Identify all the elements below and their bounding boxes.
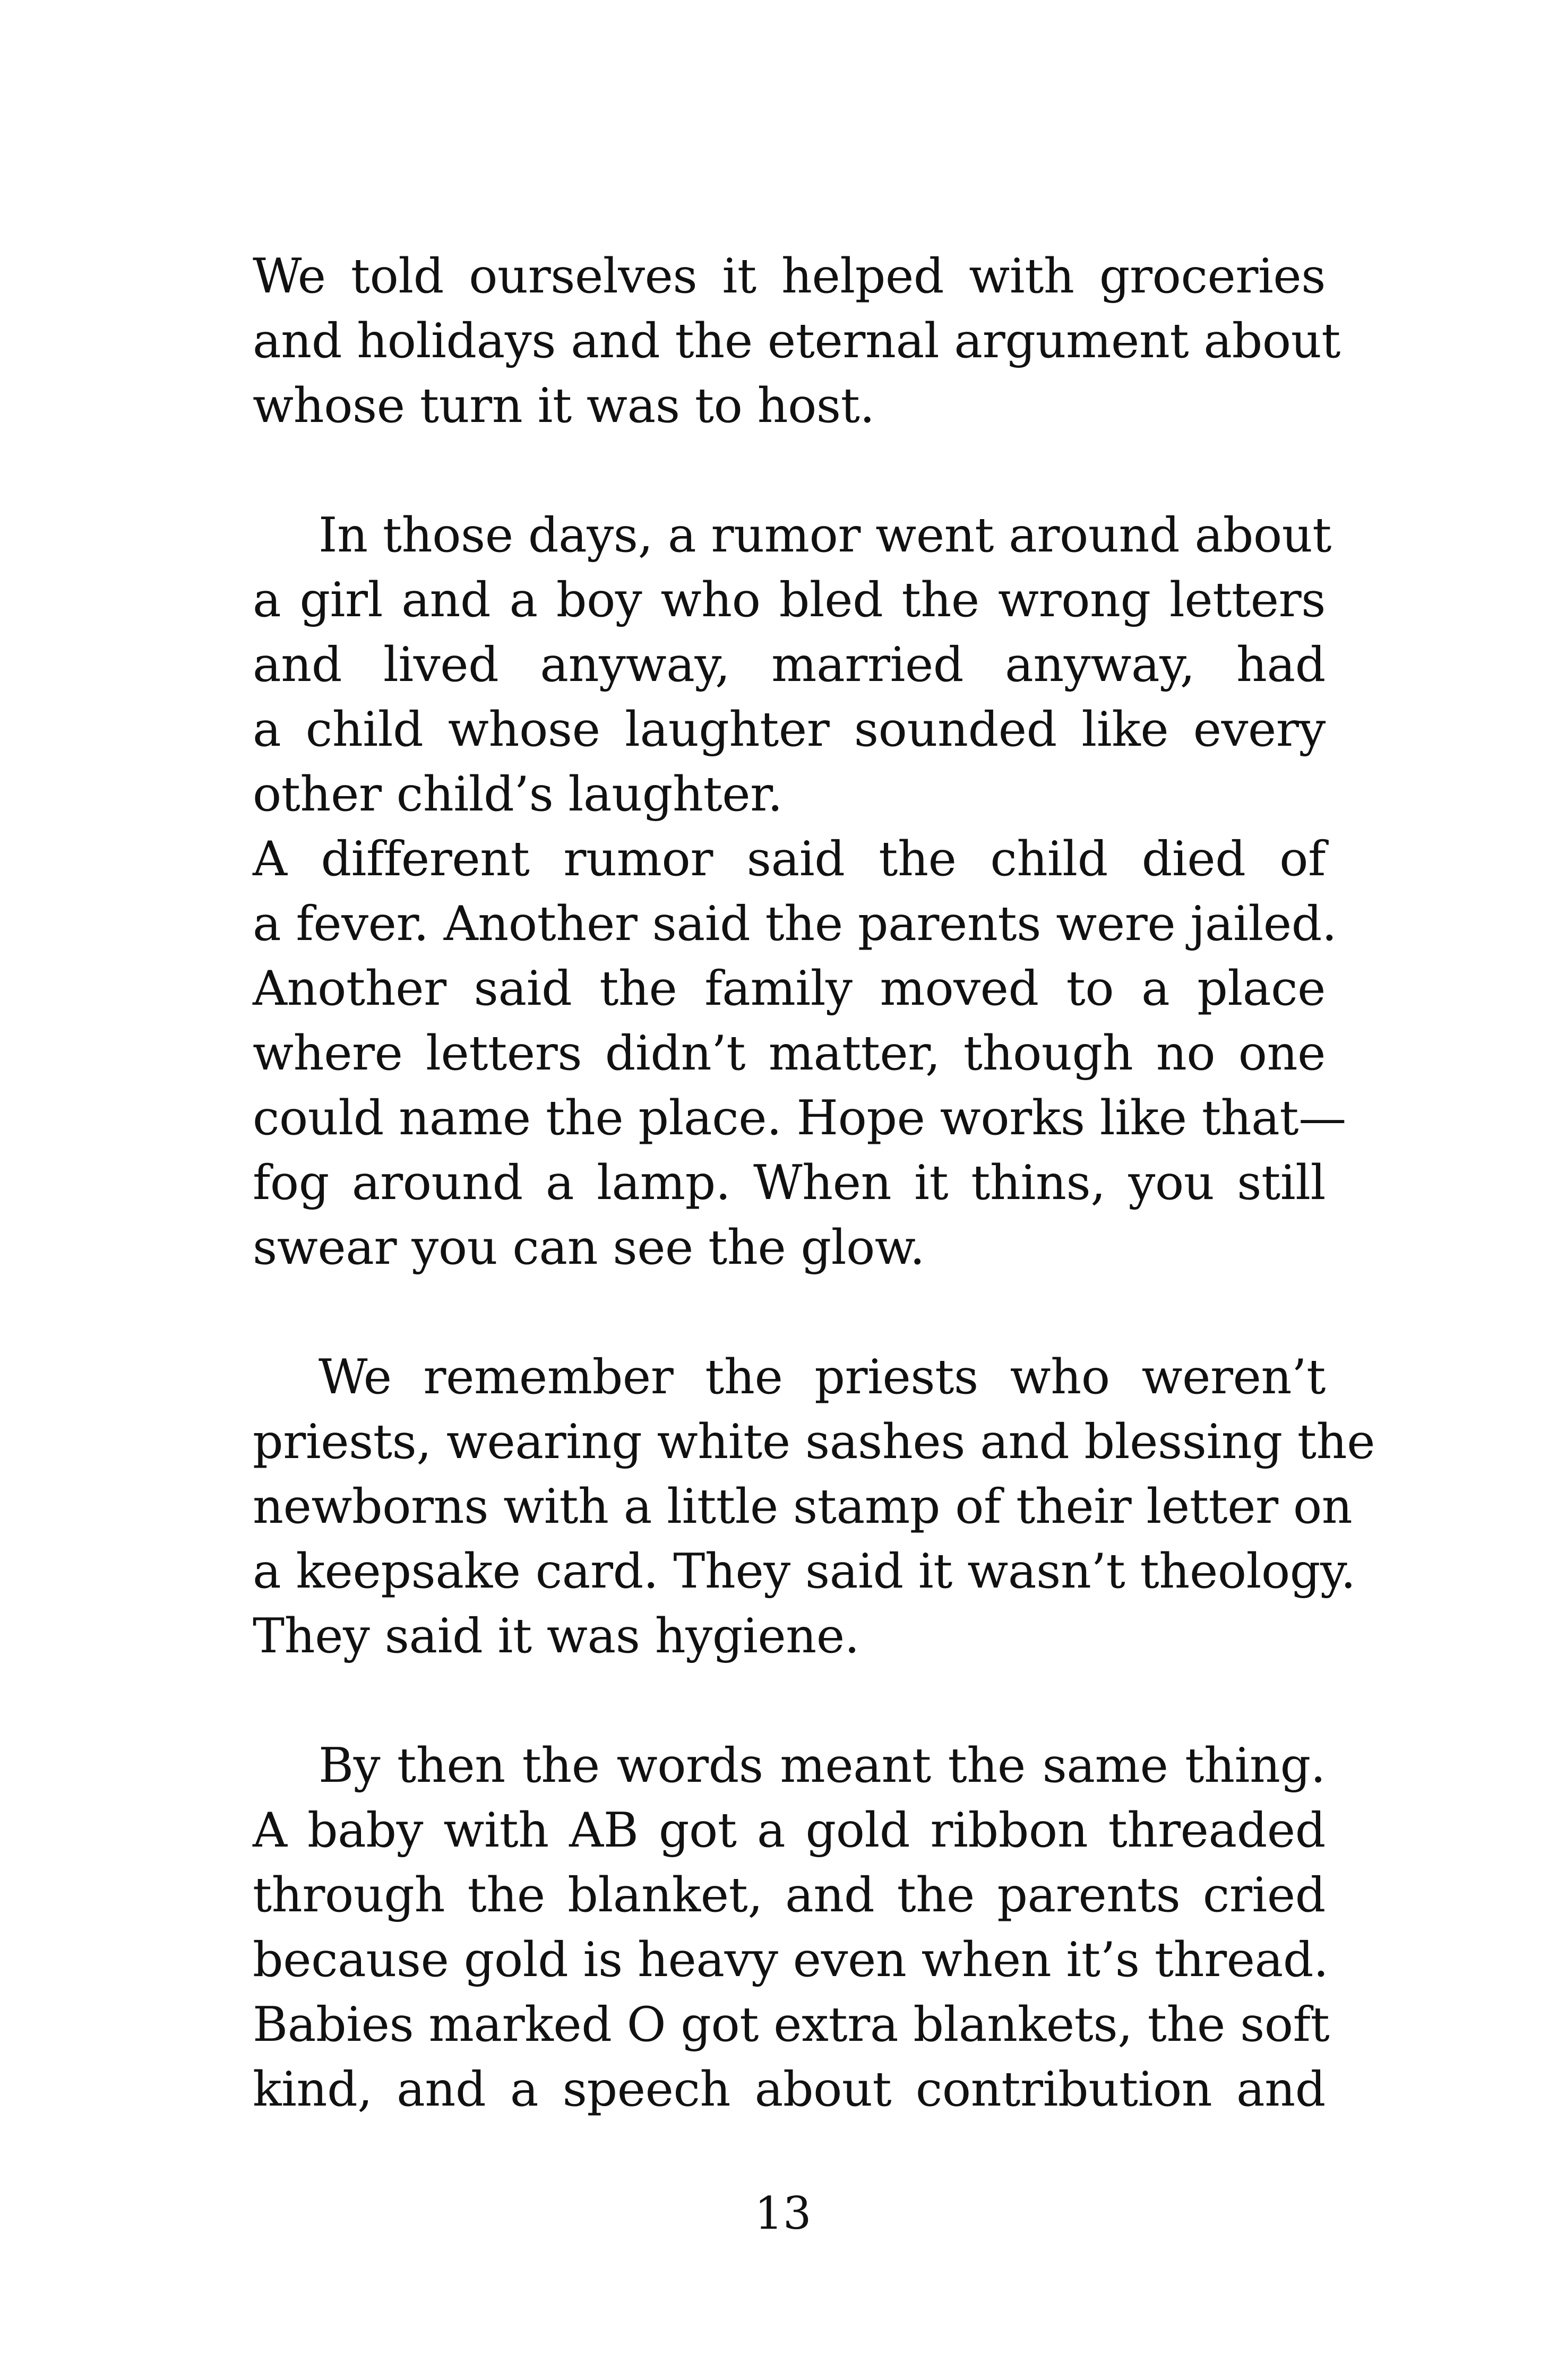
text-line: By then the words meant the same thing. <box>319 1738 1326 1793</box>
page-body <box>253 244 1375 2122</box>
text-line: fog around a lamp. When it thins, you still <box>253 1155 1326 1211</box>
paragraph <box>253 827 1346 1280</box>
text-line: Babies marked O got extra blankets, the soft <box>253 1997 1330 2053</box>
text-line: A different rumor said the child died of <box>253 831 1326 887</box>
paragraph <box>253 1345 1375 1669</box>
text-line: kind, and a speech about contribution and <box>253 2062 1326 2117</box>
text-line: We remember the priests who weren’t <box>319 1349 1326 1405</box>
paragraph <box>253 244 1341 438</box>
page-number: 13 <box>754 2187 812 2239</box>
text-line: priests, wearing white sashes and blessing the <box>253 1414 1375 1470</box>
paragraph <box>253 503 1332 827</box>
paragraph-gap <box>253 1280 1326 1345</box>
text-line: a girl and a boy who bled the wrong letters <box>253 572 1326 628</box>
text-line: whose turn it was to host. <box>253 378 875 434</box>
text-line: and holidays and the eternal argument about <box>253 313 1341 369</box>
text-line: through the blanket, and the parents cried <box>253 1867 1326 1923</box>
text-line: A baby with AB got a gold ribbon threaded <box>253 1803 1326 1858</box>
text-line: a fever. Another said the parents were jailed. <box>253 896 1337 952</box>
text-line: Another said the family moved to a place <box>253 961 1326 1016</box>
text-line: because gold is heavy even when it’s thread. <box>253 1932 1329 1988</box>
text-line: They said it was hygiene. <box>253 1608 859 1664</box>
paragraph <box>253 1734 1330 2122</box>
text-line: other child’s laughter. <box>253 766 783 822</box>
text-line: and lived anyway, married anyway, had <box>253 637 1326 693</box>
text-line: a child whose laughter sounded like every <box>253 702 1326 757</box>
text-line: newborns with a little stamp of their letter on <box>253 1479 1353 1534</box>
text-line: We told ourselves it helped with groceries <box>253 248 1326 304</box>
text-line: where letters didn’t matter, though no one <box>253 1025 1326 1081</box>
text-line: a keepsake card. They said it wasn’t theology. <box>253 1543 1356 1599</box>
text-line: swear you can see the glow. <box>253 1220 925 1275</box>
paragraph-gap <box>253 438 1326 503</box>
text-line: In those days, a rumor went around about <box>319 507 1332 563</box>
paragraph-gap <box>253 1669 1326 1734</box>
text-line: could name the place. Hope works like that— <box>253 1090 1346 1146</box>
